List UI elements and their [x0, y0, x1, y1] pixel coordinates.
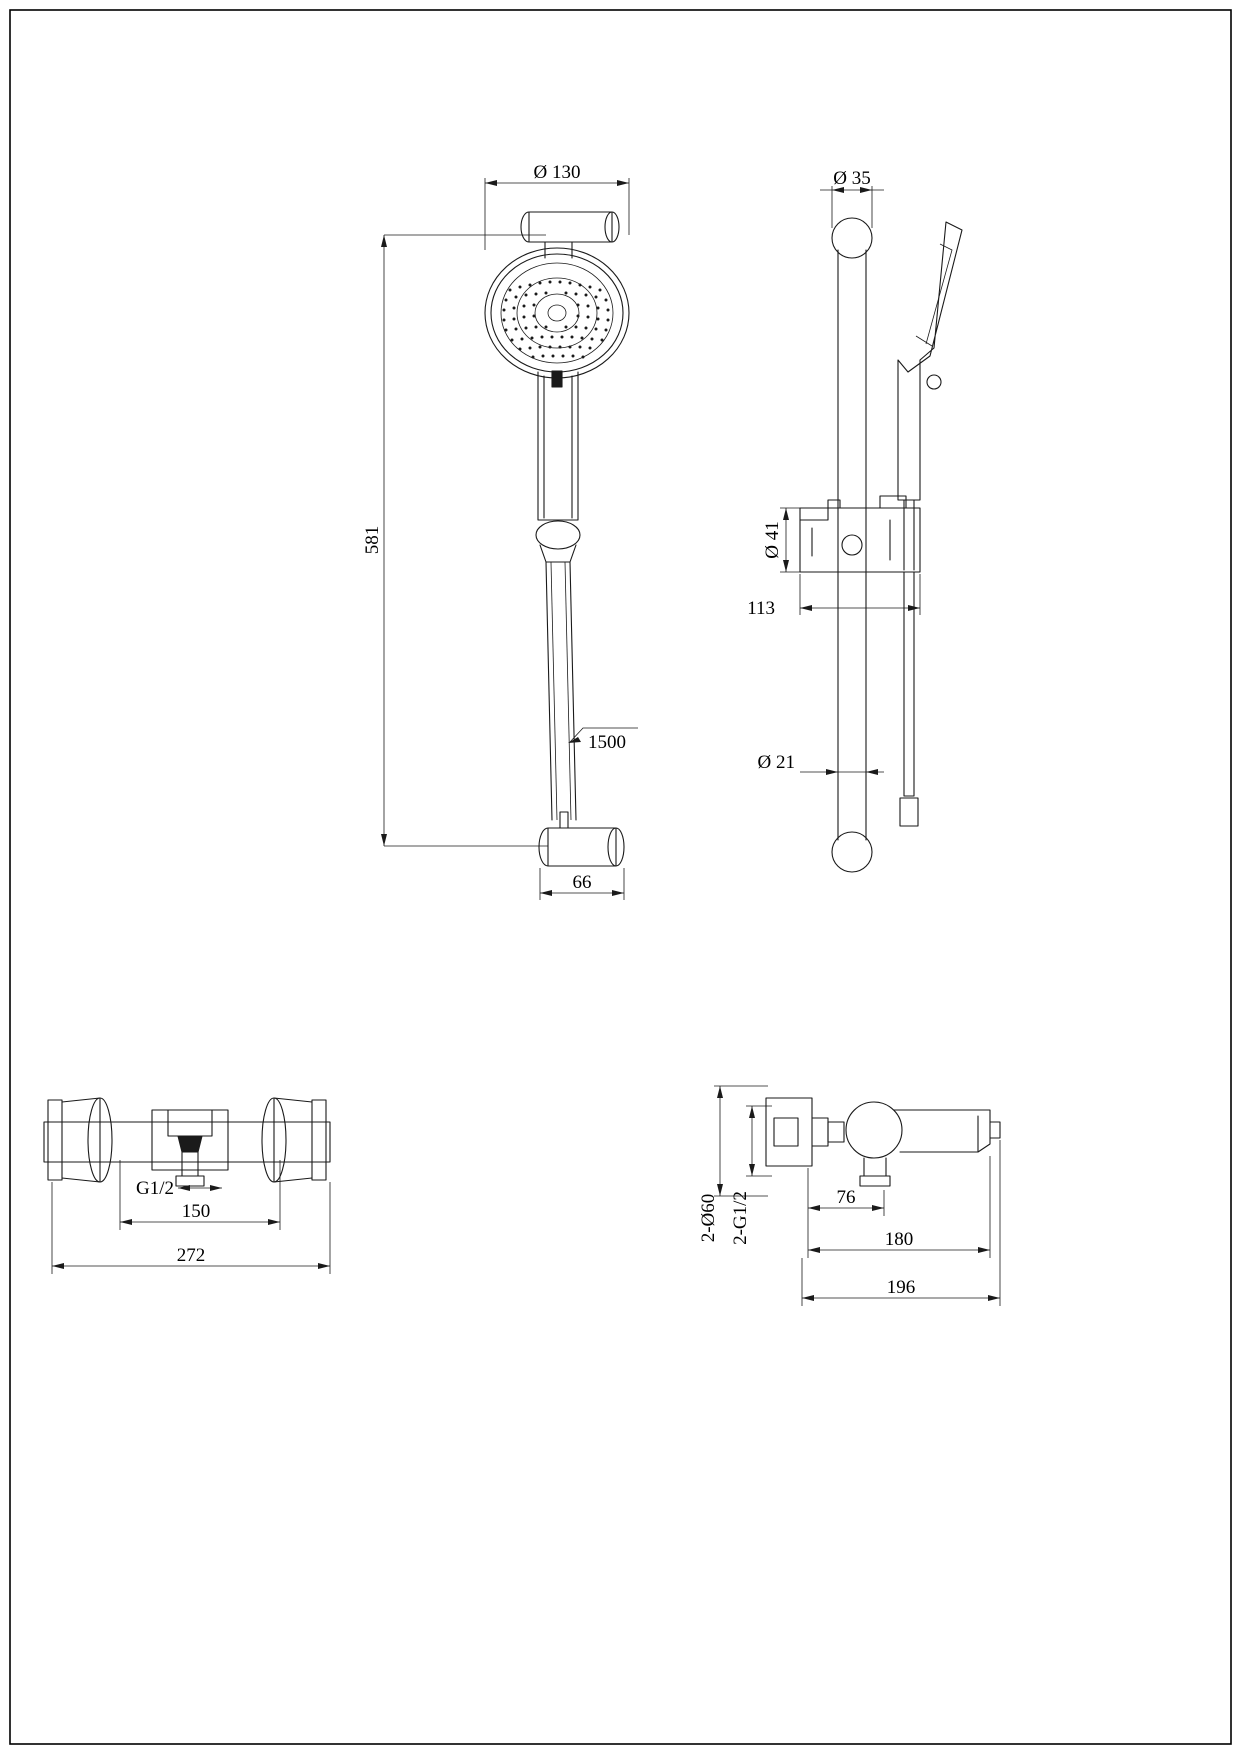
dim-d41-arrow-t: [783, 508, 789, 520]
dim-d130-text: Ø 130: [533, 162, 581, 183]
dim-76-arrow-l: [808, 1205, 820, 1211]
mixer-outlet-body: [178, 1136, 202, 1152]
mixer-wall-flange: [766, 1098, 812, 1166]
handle-button: [552, 371, 562, 387]
dim-272-text: 272: [176, 1245, 206, 1266]
dim-d35-text: Ø 35: [833, 168, 871, 189]
dim-d41-text: Ø 41: [762, 521, 783, 559]
dim-113-text: 113: [747, 598, 775, 619]
dim-66-text: 66: [572, 872, 592, 893]
dim-threads-arrow-t: [749, 1106, 755, 1118]
dim-581-arrow-top: [381, 235, 387, 247]
hose-nut: [536, 521, 580, 549]
handshower-button: [927, 375, 941, 389]
mixer-wall-inner: [774, 1118, 798, 1146]
view-slide-rail: [747, 168, 962, 872]
dim-d21-text: Ø 21: [757, 752, 795, 773]
dim-d21-arrow-l: [826, 769, 838, 775]
sheet-border: [10, 10, 1231, 1744]
mixer-outlet-nut: [176, 1176, 204, 1186]
dim-1500-text: 1500: [588, 732, 626, 753]
dim-d41-arrow-b: [783, 560, 789, 572]
dim-180-arrow-r: [978, 1247, 990, 1253]
view-mixer-side: [698, 1086, 1000, 1306]
dim-threads-arrow-b: [749, 1164, 755, 1176]
dim-threads-text: 2-G1/2: [730, 1191, 751, 1245]
shower-head-center: [548, 305, 566, 321]
dim-g12-arrow-r: [210, 1185, 222, 1191]
dim-76-arrow-r: [872, 1205, 884, 1211]
dim-d130-arrow-l: [485, 180, 497, 186]
dim-196-text: 196: [886, 1277, 916, 1298]
shower-head-center-ring: [535, 294, 579, 332]
spray-nozzles: [503, 281, 610, 359]
dim-581-arrow-bot: [381, 834, 387, 846]
mixer-spout-tip: [990, 1122, 1000, 1138]
dim-bosses-text: 2-Ø60: [698, 1193, 719, 1243]
mixer-side-outlet: [864, 1158, 886, 1176]
hose-right-edge: [570, 562, 576, 820]
hose-inner-r: [565, 562, 571, 820]
dim-113-arrow-l: [800, 605, 812, 611]
dim-66-arrow-l: [540, 890, 552, 896]
dim-272-arrow-l: [52, 1263, 64, 1269]
dim-d21-arrow-r: [866, 769, 878, 775]
mixer-inlet-nipple: [812, 1118, 828, 1146]
wall-outlet-left-cap: [539, 828, 548, 866]
handshower-body: [898, 222, 962, 500]
hose-left-edge: [546, 562, 552, 820]
rail-holder-arm: [866, 496, 906, 508]
shower-head-top-connector: [529, 212, 612, 242]
hose-inner-l: [551, 562, 557, 820]
rail-bottom-cap: [832, 832, 872, 872]
dim-76-text: 76: [836, 1187, 856, 1208]
rail-holder-knob: [842, 535, 862, 555]
hose-end-fitting: [900, 798, 918, 826]
wall-outlet-body: [548, 828, 616, 866]
dim-66-arrow-r: [612, 890, 624, 896]
mixer-outlet-stem: [182, 1152, 198, 1176]
connector-left-cap: [521, 212, 529, 242]
mixer-side-body: [846, 1102, 902, 1158]
dim-196-arrow-r: [988, 1295, 1000, 1301]
handshower-face-edge: [916, 336, 932, 346]
mixer-side-outlet-nut: [860, 1176, 890, 1186]
dim-180-arrow-l: [808, 1247, 820, 1253]
rail-holder-body: [800, 508, 920, 572]
dim-180-text: 180: [884, 1229, 914, 1250]
mixer-right-endcap: [312, 1100, 326, 1180]
hose-nut-taper: [540, 545, 576, 562]
view-mixer-front: [44, 1098, 330, 1274]
mixer-center-inner: [168, 1110, 212, 1136]
mixer-left-handle: [62, 1098, 100, 1182]
mixer-left-endcap: [48, 1100, 62, 1180]
dim-150-text: 150: [181, 1201, 211, 1222]
dim-g12-text: G1/2: [136, 1178, 174, 1199]
mixer-inlet-nut: [828, 1122, 844, 1142]
dim-bosses-arrow-t: [717, 1086, 723, 1098]
dim-581-text: 581: [362, 525, 383, 555]
dim-272-arrow-r: [318, 1263, 330, 1269]
wall-outlet-neck: [560, 812, 568, 828]
shower-head-outer: [485, 248, 629, 378]
dim-196-arrow-l: [802, 1295, 814, 1301]
dim-150-arrow-r: [268, 1219, 280, 1225]
mixer-spout: [894, 1110, 990, 1152]
rail-holder-top-lip: [800, 500, 840, 520]
view-shower-front: [362, 162, 638, 900]
shower-head-inner-ring: [517, 278, 597, 348]
shower-head-rim: [491, 254, 623, 372]
dim-150-arrow-l: [120, 1219, 132, 1225]
dim-d130-arrow-r: [617, 180, 629, 186]
